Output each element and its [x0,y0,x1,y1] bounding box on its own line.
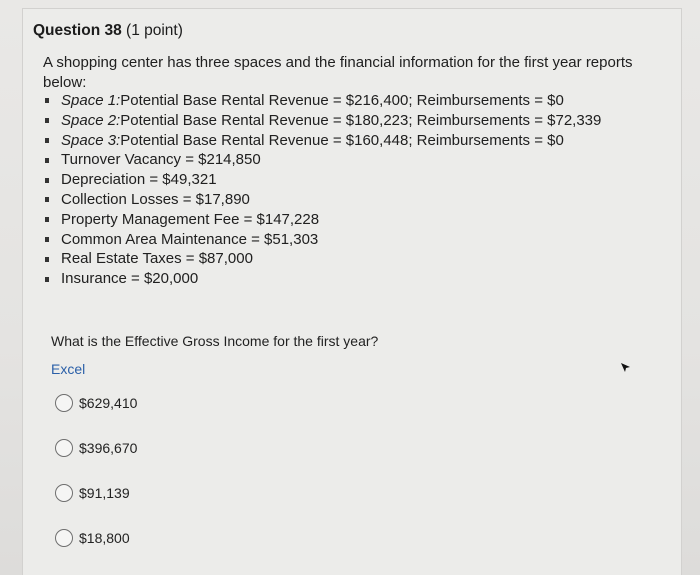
item-text: Insurance = $20,000 [61,270,199,288]
answer-option-2[interactable] [55,439,137,457]
radio-button[interactable] [55,439,73,457]
list-item [43,91,601,111]
list-item [43,269,601,289]
item-text: Real Estate Taxes = $87,000 [61,250,253,268]
financial-info-list [43,91,601,289]
question-card [22,8,682,575]
radio-button[interactable] [55,394,73,412]
question-points: (1 point) [126,22,183,39]
list-item [43,190,601,210]
item-text: Potential Base Rental Revenue = $160,448; Reimbursements = $0 [120,131,564,149]
answer-option-1[interactable] [55,394,137,412]
bullet-icon [45,237,49,242]
answer-option-4[interactable] [55,529,130,547]
list-item [43,249,601,269]
item-text: Common Area Maintenance = $51,303 [61,230,319,248]
item-text: Turnover Vacancy = $214,850 [61,151,261,169]
list-item [43,150,601,170]
list-item [43,131,601,151]
item-label: Space 3: [61,131,121,149]
mouse-cursor-icon [620,362,632,374]
list-item [43,111,601,131]
list-item [43,210,601,230]
item-label: Space 1: [61,92,121,109]
radio-button[interactable] [55,529,73,547]
item-text: Collection Losses = $17,890 [61,190,250,208]
bullet-icon [45,138,49,143]
question-number: Question 38 [33,22,122,39]
bullet-icon [45,277,49,282]
bullet-icon [45,158,49,163]
bullet-icon [45,197,49,202]
excel-link[interactable]: Excel [51,361,86,377]
bullet-icon [45,257,49,262]
item-text: Property Management Fee = $147,228 [61,210,320,228]
list-item [43,230,601,250]
bullet-icon [45,98,49,103]
option-label: $18,800 [79,530,130,546]
item-text: Potential Base Rental Revenue = $216,400; Reimbursements = $0 [120,92,564,109]
bullet-icon [45,118,49,123]
question-prompt: What is the Effective Gross Income for the first year? [51,333,379,349]
answer-option-3[interactable] [55,484,130,502]
item-label: Space 2: [61,111,121,129]
list-item [43,170,601,190]
question-intro: A shopping center has three spaces and the financial information for the first year reports below: [43,54,633,91]
item-text: Potential Base Rental Revenue = $180,223; Reimbursements = $72,339 [120,111,602,129]
option-label: $91,139 [79,485,130,501]
bullet-icon [45,217,49,222]
option-label: $396,670 [79,440,138,456]
radio-button[interactable] [55,484,73,502]
option-label: $629,410 [79,395,138,411]
bullet-icon [45,178,49,183]
question-title [33,22,183,40]
item-text: Depreciation = $49,321 [61,171,217,189]
